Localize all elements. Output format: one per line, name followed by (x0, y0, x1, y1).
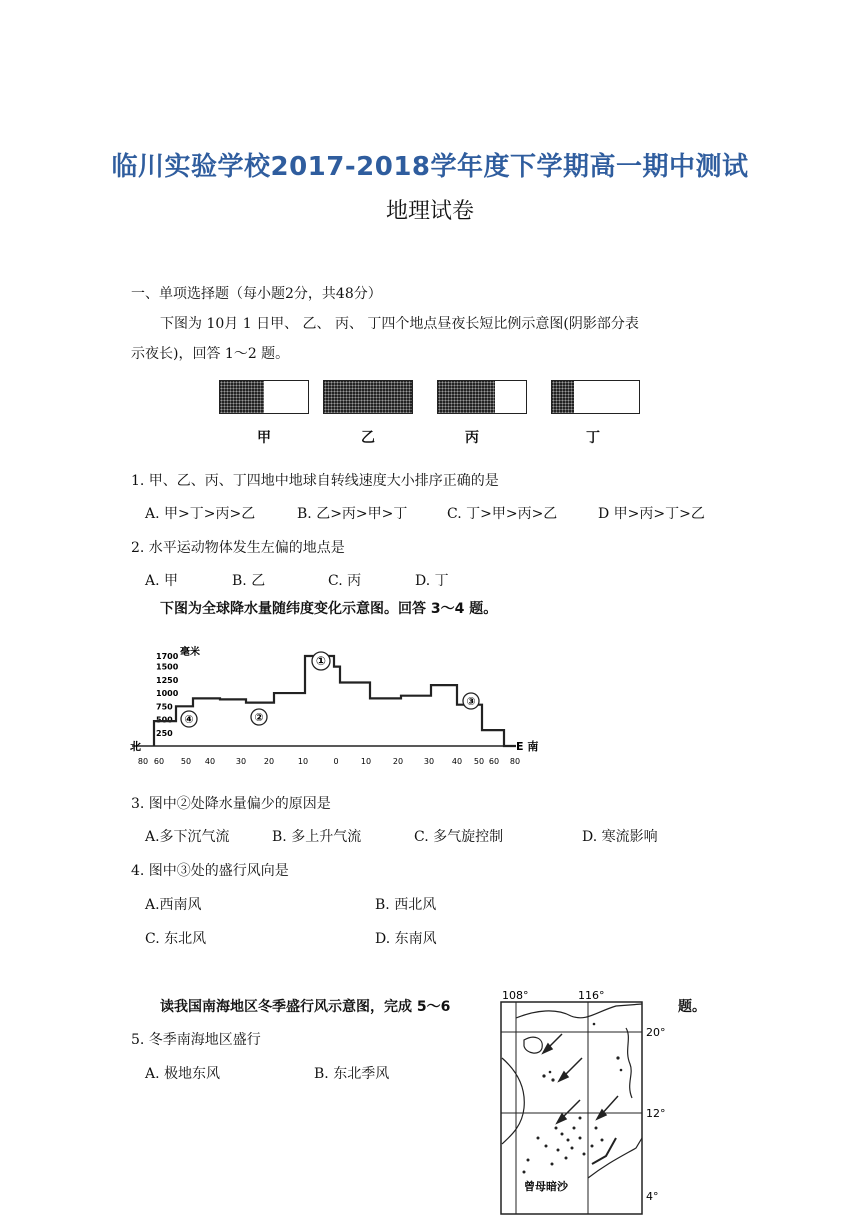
q2-option-b: B. 乙 (232, 573, 266, 589)
lon-108-label: 108° (502, 989, 529, 1002)
q2-option-d: D. 丁 (415, 573, 449, 589)
x-tick-label: 10 (360, 757, 372, 766)
precip-line (154, 656, 516, 746)
x-tick-label: 60 (153, 757, 165, 766)
q1-option-d: D 甲>丙>丁>乙 (598, 506, 705, 522)
night-shade (220, 381, 264, 413)
bar-ding (551, 380, 640, 414)
q4-option-a: A.西南风 (145, 897, 202, 913)
section-heading: 一、单项选择题（每小题2分，共48分） (131, 286, 382, 302)
marker-4 (181, 711, 197, 727)
q2-option-c: C. 丙 (328, 573, 362, 589)
q4-option-d: D. 东南风 (375, 931, 437, 947)
q3-option-d: D. 寒流影响 (582, 829, 658, 845)
svg-text:④: ④ (184, 713, 194, 726)
q4-stem: 4. 图中③处的盛行风向是 (131, 863, 289, 879)
svg-text:②: ② (254, 711, 264, 724)
lat-20-label: 20° (646, 1026, 666, 1039)
x-tick-label: 40 (451, 757, 463, 766)
q1-option-a: A. 甲>丁>丙>乙 (145, 506, 256, 522)
x-tick-label: 50 (473, 757, 485, 766)
exam-subtitle: 地理试卷 (385, 199, 474, 224)
bar-bing (437, 380, 527, 414)
q1-option-c: C. 丁>甲>丙>乙 (447, 506, 558, 522)
bar-label: 乙 (361, 430, 375, 446)
q5-stem: 5. 冬季南海地区盛行 (131, 1032, 261, 1048)
precipitation-chart (128, 638, 548, 770)
night-shade (552, 381, 574, 413)
q2-stem: 2. 水平运动物体发生左偏的地点是 (131, 540, 345, 556)
x-tick-label: 30 (235, 757, 247, 766)
marker-2 (251, 709, 267, 725)
q1-option-b: B. 乙>丙>甲>丁 (297, 506, 408, 522)
x-tick-label: 20 (392, 757, 404, 766)
bar-jia (219, 380, 309, 414)
right-label: E 南 (516, 740, 539, 753)
lat-12-label: 12° (646, 1107, 666, 1120)
bar-label: 丁 (586, 430, 600, 446)
q3-stem: 3. 图中②处降水量偏少的原因是 (131, 796, 331, 812)
svg-text:③: ③ (466, 695, 476, 708)
x-tick-label: 40 (204, 757, 216, 766)
q4-option-c: C. 东北风 (145, 931, 207, 947)
q5-option-b: B. 东北季风 (314, 1066, 390, 1082)
q5-option-a: A. 极地东风 (145, 1066, 221, 1082)
y-tick-label: 500 (156, 715, 173, 725)
zengmu-ansha-label: 曾母暗沙 (524, 1180, 568, 1193)
night-shade (438, 381, 495, 413)
q3-option-b: B. 多上升气流 (272, 829, 362, 845)
bar-label: 丙 (465, 430, 479, 446)
x-tick-label: 80 (509, 757, 521, 766)
svg-text:①: ① (315, 654, 327, 668)
intro-line-1: 下图为 10月 1 日甲、 乙、 丙、 丁四个地点昼夜长短比例示意图(阴影部分表 (160, 316, 639, 332)
x-tick-label: 80 (137, 757, 149, 766)
q2-option-a: A. 甲 (145, 573, 179, 589)
exam-title: 临川实验学校2017-2018学年度下学期高一期中测试 (111, 152, 749, 182)
y-tick-label: 1700 (156, 652, 179, 661)
bar-yi (323, 380, 413, 414)
q3-option-a: A.多下沉气流 (145, 829, 230, 845)
x-tick-label: 10 (297, 757, 309, 766)
left-label: 北 (130, 740, 141, 753)
y-tick-label: 1500 (156, 662, 179, 672)
intro-3: 读我国南海地区冬季盛行风示意图，完成 5～6 (160, 999, 451, 1015)
x-tick-label: 20 (263, 757, 275, 766)
y-unit-label: 毫米 (180, 647, 200, 658)
x-tick-label: 0 (333, 757, 339, 766)
lon-116-label: 116° (578, 989, 605, 1002)
x-tick-label: 30 (423, 757, 435, 766)
y-tick-label: 1250 (156, 675, 179, 685)
bar-label: 甲 (257, 430, 271, 446)
intro-2: 下图为全球降水量随纬度变化示意图。回答 3～4 题。 (160, 601, 498, 617)
hainan-island (524, 1037, 542, 1053)
marker-3 (463, 693, 479, 709)
y-tick-label: 250 (156, 728, 173, 738)
x-tick-label: 50 (180, 757, 192, 766)
intro-line-2: 示夜长)，回答 1～2 题。 (131, 346, 290, 362)
y-tick-label: 1000 (156, 689, 179, 699)
q4-option-b: B. 西北风 (375, 897, 437, 913)
q3-option-c: C. 多气旋控制 (414, 829, 504, 845)
x-tick-label: 60 (488, 757, 500, 766)
lat-4-label: 4° (646, 1190, 659, 1203)
night-shade (324, 381, 412, 413)
south-china-sea-map (496, 988, 690, 1216)
intro-3-tail: 题。 (678, 999, 706, 1015)
marker-1 (312, 652, 330, 670)
q1-stem: 1. 甲、乙、丙、丁四地中地球自转线速度大小排序正确的是 (131, 473, 499, 489)
y-tick-label: 750 (156, 702, 173, 712)
